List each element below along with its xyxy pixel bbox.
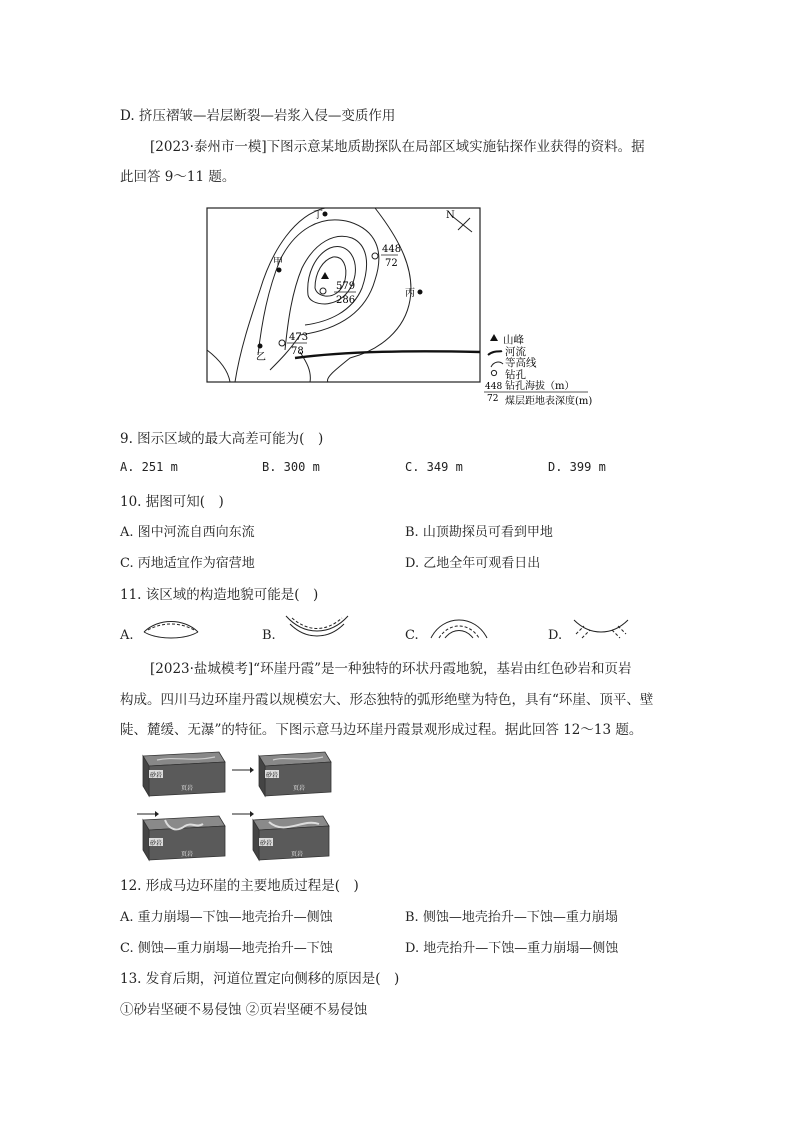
q10-option-b[interactable]: B. 山顶勘探员可看到甲地	[405, 525, 553, 540]
block-4-label-left: 砂岩	[260, 840, 273, 847]
contour-map	[200, 200, 600, 410]
question-9: 9. 图示区域的最大高差可能为( )	[120, 431, 324, 447]
q11-label-d: D.	[548, 628, 563, 643]
place-bing: 丙	[405, 288, 415, 299]
q11-option-b[interactable]	[262, 612, 362, 648]
landform-block-2	[253, 748, 333, 800]
legend-borehole-icon	[491, 370, 496, 375]
borehole-3-elev: 473	[289, 332, 309, 343]
q11-option-a[interactable]	[120, 612, 210, 648]
place-jia: 甲	[273, 257, 283, 268]
arrow-1	[232, 765, 254, 775]
legend-peak-icon	[490, 334, 498, 341]
legend-depth-sample: 72	[487, 394, 499, 404]
question-10: 10. 据图可知( )	[120, 494, 224, 510]
landform-block-4	[245, 810, 331, 864]
q9-option-a[interactable]: A. 251 m	[120, 460, 178, 474]
legend-borehole: 钻孔	[505, 369, 526, 381]
legend-elev-label: 钻孔海拔（m）	[505, 381, 575, 392]
legend-peak: 山峰	[503, 334, 524, 346]
legend-river-icon	[488, 351, 502, 355]
landform-block-3	[135, 810, 227, 864]
q10-option-c[interactable]: C. 丙地适宜作为宿营地	[120, 556, 255, 571]
q13-statements: ①砂岩坚硬不易侵蚀 ②页岩坚硬不易侵蚀	[120, 1002, 368, 1018]
legend-river: 河流	[505, 346, 526, 358]
legend-elev-sample: 448	[485, 382, 503, 392]
block-3-label-right: 页岩	[181, 851, 194, 858]
q11-label-c: C.	[405, 628, 419, 643]
place-ding: 丁	[313, 210, 323, 221]
q11-figure-d	[568, 612, 634, 644]
q11-option-d[interactable]	[548, 612, 648, 648]
block-1-label-left: 砂岩	[150, 772, 163, 779]
place-yi: 乙	[256, 352, 266, 363]
block-3-label-left: 砂岩	[150, 840, 163, 847]
legend-contour-icon	[491, 362, 503, 367]
legend-contour: 等高线	[505, 357, 537, 369]
legend-depth-label: 煤层距地表深度(m)	[505, 396, 593, 407]
q12-option-d[interactable]: D. 地壳抬升—下蚀—重力崩塌—侧蚀	[405, 941, 619, 956]
intro-9-11-line1: [2023·泰州市一模]下图示意某地质勘探队在局部区域实施钻探作业获得的资料。据	[150, 139, 645, 155]
q10-option-a[interactable]: A. 图中河流自西向东流	[120, 525, 255, 540]
question-11: 11. 该区域的构造地貌可能是( )	[120, 587, 319, 603]
block-1-label-right: 页岩	[181, 785, 194, 792]
q11-figure-c	[427, 612, 491, 644]
q12-option-a[interactable]: A. 重力崩塌—下蚀—地壳抬升—侧蚀	[120, 910, 333, 925]
q11-figure-a	[140, 612, 204, 642]
q9-option-b[interactable]: B. 300 m	[262, 460, 320, 474]
block-4-label-right: 页岩	[291, 851, 304, 858]
block-2-label-left: 砂岩	[266, 772, 279, 779]
borehole-3-depth: 78	[291, 346, 304, 357]
borehole-1-depth: 72	[385, 258, 398, 269]
borehole-2-elev: 579	[336, 281, 356, 292]
north-label: N	[446, 210, 455, 221]
borehole-1-elev: 448	[382, 244, 402, 255]
q12-option-b[interactable]: B. 侧蚀—地壳抬升—下蚀—重力崩塌	[405, 910, 618, 925]
question-12: 12. 形成马边环崖的主要地质过程是( )	[120, 878, 359, 894]
intro-12-13-line2: 构成。四川马边环崖丹霞以规模宏大、形态独特的弧形绝壁为特色，具有“环崖、顶平、壁	[120, 692, 654, 708]
line-d-option: D. 挤压褶皱—岩层断裂—岩浆入侵—变质作用	[120, 108, 396, 124]
intro-12-13-line3: 陡、麓缓、无瀑”的特征。下图示意马边环崖丹霞景观形成过程。据此回答 12～13 题。	[120, 722, 643, 738]
intro-9-11-line2: 此回答 9～11 题。	[120, 169, 236, 185]
block-2-label-right: 页岩	[293, 785, 306, 792]
landform-block-1	[135, 748, 227, 800]
q10-option-d[interactable]: D. 乙地全年可观看日出	[405, 556, 541, 571]
borehole-2-depth: 286	[336, 295, 356, 306]
peak-icon	[321, 272, 329, 279]
question-13: 13. 发育后期，河道位置定向侧移的原因是( )	[120, 971, 400, 987]
q12-option-c[interactable]: C. 侧蚀—重力崩塌—地壳抬升—下蚀	[120, 941, 333, 956]
intro-12-13-line1: [2023·盐城模考]“环崖丹霞”是一种独特的环状丹霞地貌，基岩由红色砂岩和页岩	[150, 661, 632, 677]
q9-option-d[interactable]: D. 399 m	[548, 460, 606, 474]
q11-label-a: A.	[120, 628, 134, 643]
q9-option-c[interactable]: C. 349 m	[405, 460, 463, 474]
q11-option-c[interactable]	[405, 612, 505, 648]
q11-label-b: B.	[262, 628, 276, 643]
q11-figure-b	[284, 612, 350, 644]
